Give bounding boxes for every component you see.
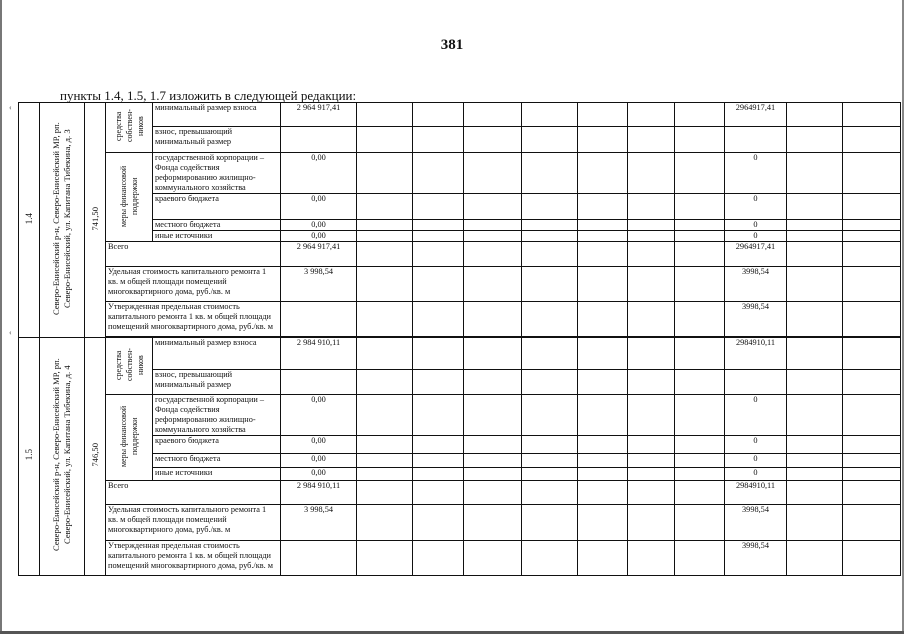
- limit-cost-label: Утвержденная предельная стоимость капитального ремонта 1 кв. м общей площади помещений многоквартирного дома, руб./кв. м: [106, 541, 281, 576]
- other-sources-value: 0,00: [281, 468, 357, 481]
- other-sources-total: 0: [725, 231, 787, 242]
- address-cell: [40, 103, 85, 338]
- limit-cost-total: 3998,54: [725, 541, 787, 576]
- owners-funds-label: средства собствен-ников: [113, 109, 145, 143]
- local-budget-total: 0: [725, 220, 787, 231]
- min-contribution-total: 2964917,41: [725, 103, 787, 127]
- local-budget-label: местного бюджета: [153, 220, 281, 231]
- table-row: [19, 395, 901, 436]
- min-contribution-total: 2984910,11: [725, 338, 787, 370]
- regional-budget-total: 0: [725, 194, 787, 220]
- owners-funds-cell: [106, 338, 153, 395]
- address-cell: [40, 338, 85, 576]
- unit-cost-label: Удельная стоимость капитального ремонта 1 кв. м общей площади помещений многоквартирного дома, руб./кв. м: [106, 505, 281, 541]
- regional-budget-label: краевого бюджета: [153, 194, 281, 220]
- intro-text: пункты 1.4, 1.5, 1.7 изложить в следующей редакции:: [60, 88, 357, 103]
- address: Северо-Енисейский р-н, Северо-Енисейский МР, рп. Северо-Енисейский, ул. Капитана Тибекина, д. 4: [51, 358, 72, 552]
- unit-cost-label: Удельная стоимость капитального ремонта 1 кв. м общей площади помещений многоквартирного дома, руб./кв. м: [106, 267, 281, 302]
- table-row: [19, 103, 901, 127]
- item-number: 1.5: [23, 449, 34, 461]
- excess-contribution-label: взнос, превышающий минимальный размер: [153, 127, 281, 153]
- area: 741,50: [89, 206, 100, 231]
- item-number-cell: [19, 103, 40, 338]
- regional-budget-value: 0,00: [281, 194, 357, 220]
- unit-cost-total: 3998,54: [725, 505, 787, 541]
- min-contribution-value: 2 964 917,41: [281, 103, 357, 127]
- regional-budget-value: 0,00: [281, 436, 357, 454]
- row-marker-1-4: ‹: [9, 103, 12, 112]
- financial-support-cell: [106, 153, 153, 242]
- item-number: 1.4: [23, 212, 34, 225]
- financial-support-cell: [106, 395, 153, 481]
- total-label: Всего: [106, 242, 281, 267]
- row-marker-1-5: ‹: [9, 328, 12, 337]
- total-value: 2 964 917,41: [281, 242, 357, 267]
- local-budget-label: местного бюджета: [153, 454, 281, 468]
- total-total: 2984910,11: [725, 481, 787, 505]
- fund-label: государственной корпорации – Фонда содействия реформированию жилищно-коммунального хозяйства: [153, 153, 281, 194]
- table-row: [19, 338, 901, 370]
- table-row: [19, 505, 901, 541]
- item-number-cell: [19, 338, 40, 576]
- table-row: [19, 481, 901, 505]
- total-label: Всего: [106, 481, 281, 505]
- limit-cost-total: 3998,54: [725, 302, 787, 337]
- address: Северо-Енисейский р-н, Северо-Енисейский МР, рп. Северо-Енисейский, ул. Капитана Тибекина, д. 3: [51, 122, 72, 315]
- table-row: [19, 541, 901, 576]
- table-row: [19, 153, 901, 194]
- owners-funds-label: средства собствен-ников: [113, 348, 145, 381]
- fund-label: государственной корпорации – Фонда содействия реформированию жилищно-коммунального хозяйства: [153, 395, 281, 436]
- min-contribution-label: минимальный размер взноса: [153, 103, 281, 127]
- total-value: 2 984 910,11: [281, 481, 357, 505]
- fund-total: 0: [725, 395, 787, 436]
- local-budget-value: 0,00: [281, 454, 357, 468]
- other-sources-label: иные источники: [153, 468, 281, 481]
- regional-budget-label: краевого бюджета: [153, 436, 281, 454]
- excess-contribution-label: взнос, превышающий минимальный размер: [153, 370, 281, 395]
- other-sources-label: иные источники: [153, 231, 281, 242]
- min-contribution-value: 2 984 910,11: [281, 338, 357, 370]
- area: 746,50: [89, 443, 100, 467]
- fund-total: 0: [725, 153, 787, 194]
- min-contribution-label: минимальный размер взноса: [153, 338, 281, 370]
- local-budget-total: 0: [725, 454, 787, 468]
- page-number: 381: [440, 37, 464, 53]
- repair-cost-table: [18, 102, 901, 576]
- page-left-edge: [0, 0, 2, 634]
- table-row: [19, 267, 901, 302]
- fund-value: 0,00: [281, 395, 357, 436]
- local-budget-value: 0,00: [281, 220, 357, 231]
- regional-budget-total: 0: [725, 436, 787, 454]
- limit-cost-label: Утвержденная предельная стоимость капитального ремонта 1 кв. м общей площади помещений многоквартирного дома, руб./кв. м: [106, 302, 281, 337]
- financial-support-label: меры финансовой поддержки: [119, 164, 139, 227]
- other-sources-value: 0,00: [281, 231, 357, 242]
- other-sources-total: 0: [725, 468, 787, 481]
- unit-cost-total: 3998,54: [725, 267, 787, 302]
- fund-value: 0,00: [281, 153, 357, 194]
- unit-cost-value: 3 998,54: [281, 505, 357, 541]
- total-total: 2964917,41: [725, 242, 787, 267]
- area-cell: [85, 103, 106, 338]
- owners-funds-cell: [106, 103, 153, 153]
- table-row: [19, 242, 901, 267]
- unit-cost-value: 3 998,54: [281, 267, 357, 302]
- table-row: [19, 302, 901, 337]
- financial-support-label: меры финансовой поддержки: [119, 405, 139, 467]
- area-cell: [85, 338, 106, 576]
